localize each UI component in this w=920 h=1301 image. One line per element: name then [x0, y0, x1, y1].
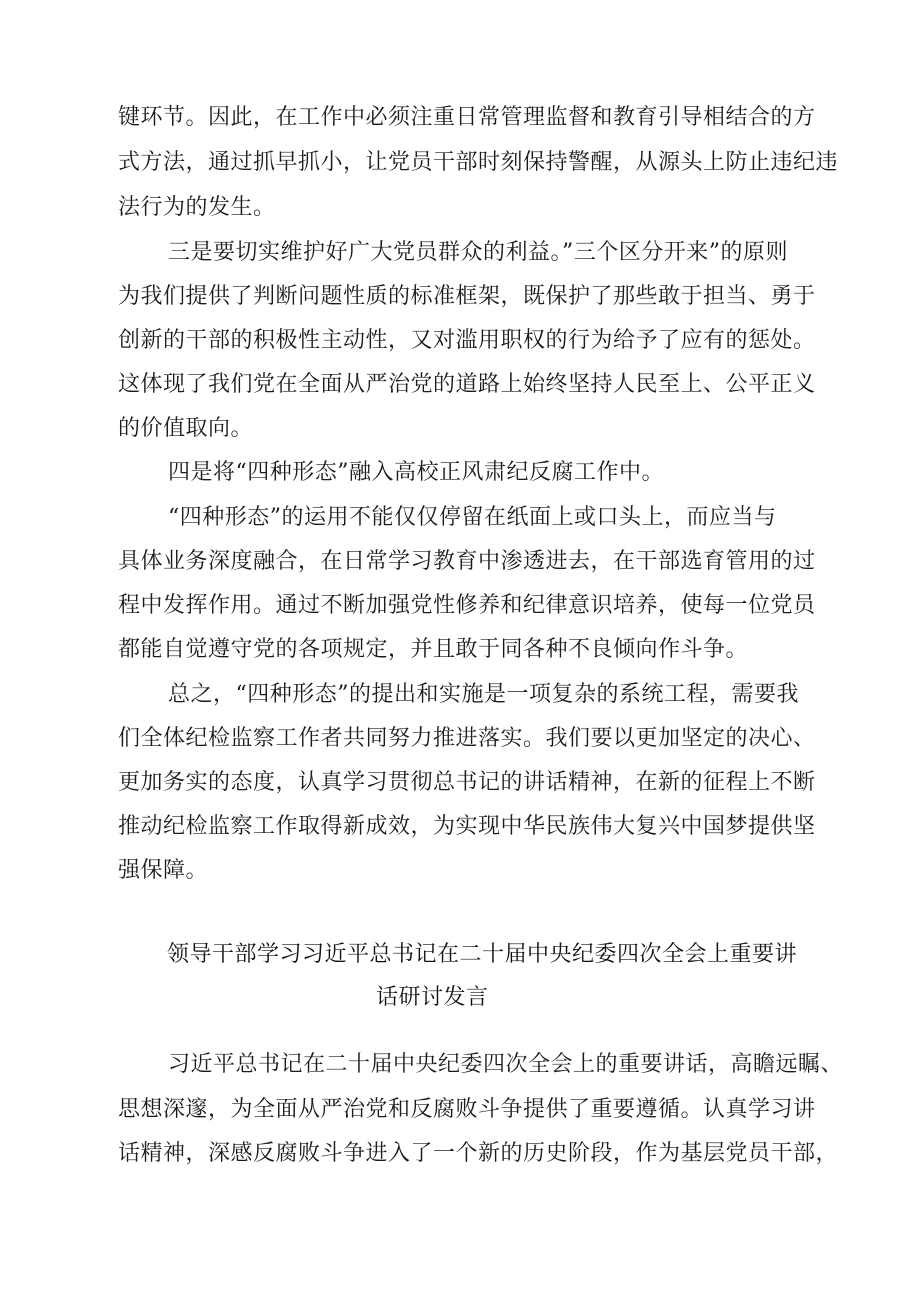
body-line: 都能自觉遵守党的各项规定，并且敢于同各种不良倾向作斗争。	[118, 637, 749, 662]
article-heading-line: 领导干部学习习近平总书记在二十届中央纪委四次全会上重要讲	[167, 942, 798, 967]
article-heading-line: 话研讨发言	[376, 985, 489, 1010]
body-line: 总之，“四种形态”的提出和实施是一项复杂的系统工程，需要我	[168, 682, 799, 707]
body-line: 法行为的发生。	[118, 195, 276, 220]
body-line: 强保障。	[118, 858, 209, 883]
body-line: “四种形态”的运用不能仅仅停留在纸面上或口头上，而应当与	[168, 505, 777, 530]
body-line: 具体业务深度融合，在日常学习教育中渗透进去，在干部选育管用的过	[118, 549, 816, 574]
body-line: 思想深邃，为全面从严治党和反腐败斗争提供了重要遵循。认真学习讲	[118, 1097, 816, 1122]
body-line: 为我们提供了判断问题性质的标准框架，既保护了那些敢于担当、勇于	[118, 284, 816, 309]
body-line: 程中发挥作用。通过不断加强党性修养和纪律意识培养，使每一位党员	[118, 593, 816, 618]
body-line: 话精神，深感反腐败斗争进入了一个新的历史阶段，作为基层党员干部，	[118, 1141, 839, 1166]
body-line: 四是将“四种形态”融入高校正风肃纪反腐工作中。	[168, 460, 664, 485]
body-line: 习近平总书记在二十届中央纪委四次全会上的重要讲话，高瞻远瞩、	[168, 1052, 844, 1077]
body-line: 三是要切实维护好广大党员群众的利益。”三个区分开来”的原则	[168, 240, 788, 265]
body-line: 式方法，通过抓早抓小，让党员干部时刻保持警醒，从源头上防止违纪违	[118, 150, 839, 175]
body-line: 键环节。因此，在工作中必须注重日常管理监督和教育引导相结合的方	[118, 105, 816, 130]
body-line: 这体现了我们党在全面从严治党的道路上始终坚持人民至上、公平正义	[118, 372, 816, 397]
body-line: 更加务实的态度，认真学习贯彻总书记的讲话精神，在新的征程上不断	[118, 770, 816, 795]
body-line: 创新的干部的积极性主动性，又对滥用职权的行为给予了应有的惩处。	[118, 328, 816, 353]
body-line: 推动纪检监察工作取得新成效，为实现中华民族伟大复兴中国梦提供坚	[118, 814, 816, 839]
body-line: 的价值取向。	[118, 416, 254, 441]
body-line: 们全体纪检监察工作者共同努力推进落实。我们要以更加坚定的决心、	[118, 726, 816, 751]
